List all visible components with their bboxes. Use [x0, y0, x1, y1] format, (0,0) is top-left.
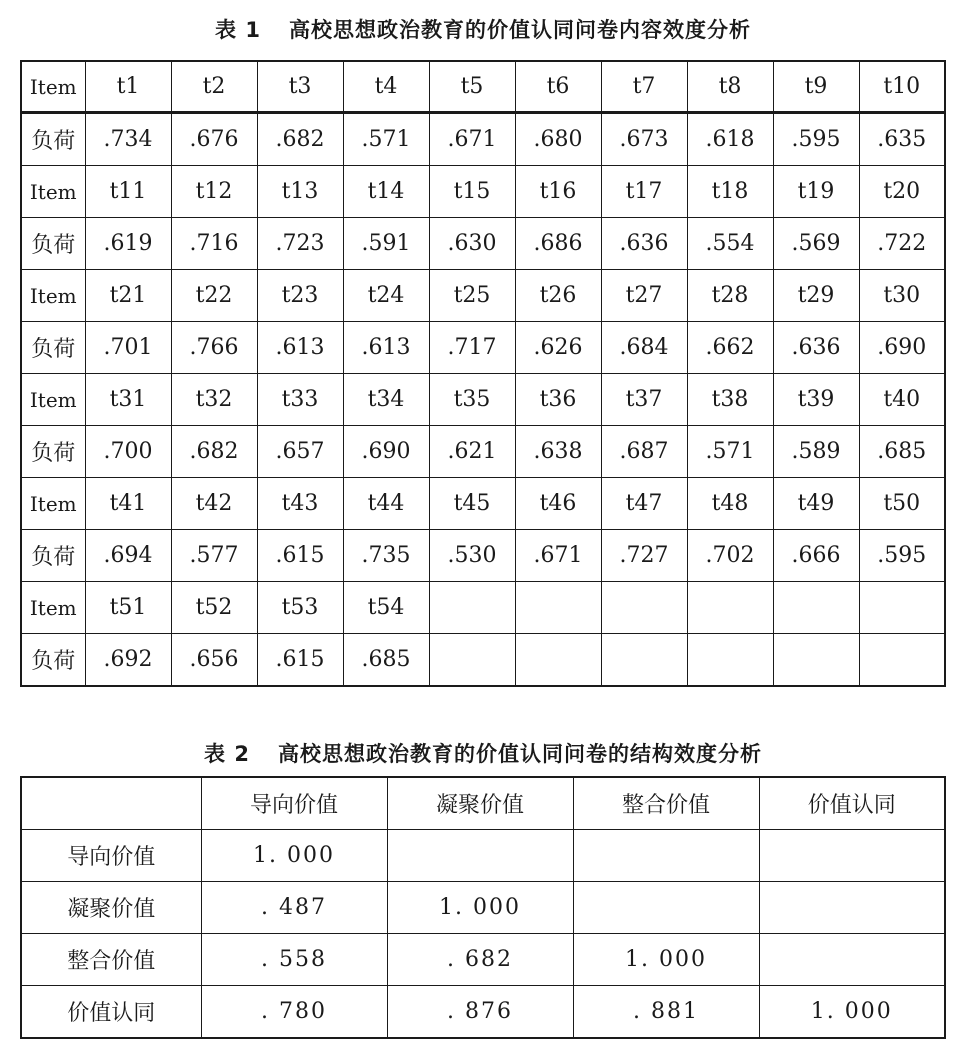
item-id-cell: t26	[515, 270, 601, 322]
correlation-cell	[573, 830, 759, 882]
item-id-cell: t3	[257, 61, 343, 113]
item-row	[21, 374, 945, 426]
item-id-cell: t2	[171, 61, 257, 113]
load-value-cell: .690	[859, 322, 945, 374]
item-id-cell: t49	[773, 478, 859, 530]
load-value-cell: .577	[171, 530, 257, 582]
item-id-cell: t23	[257, 270, 343, 322]
correlation-cell	[573, 882, 759, 934]
item-id-cell: t36	[515, 374, 601, 426]
load-value-cell: .684	[601, 322, 687, 374]
load-value-cell: .619	[85, 218, 171, 270]
load-value-cell: .685	[859, 426, 945, 478]
item-row-label: Item	[21, 61, 85, 113]
correlation-cell: 1. 000	[201, 830, 387, 882]
item-id-cell: t25	[429, 270, 515, 322]
item-id-cell	[773, 582, 859, 634]
item-row	[21, 270, 945, 322]
load-value-cell: .727	[601, 530, 687, 582]
load-value-cell: .636	[601, 218, 687, 270]
load-value-cell: .615	[257, 634, 343, 687]
load-value-cell: .613	[257, 322, 343, 374]
load-value-cell	[859, 634, 945, 687]
load-value-cell: .530	[429, 530, 515, 582]
correlation-cell: 1. 000	[759, 986, 945, 1039]
load-value-cell: .734	[85, 113, 171, 166]
load-row-label: 负荷	[21, 218, 85, 270]
table2-row	[21, 830, 945, 882]
table1-caption	[0, 14, 966, 44]
load-value-cell: .662	[687, 322, 773, 374]
item-id-cell: t29	[773, 270, 859, 322]
load-value-cell: .723	[257, 218, 343, 270]
item-row	[21, 582, 945, 634]
item-id-cell: t14	[343, 166, 429, 218]
item-id-cell	[687, 582, 773, 634]
load-value-cell: .554	[687, 218, 773, 270]
item-id-cell: t18	[687, 166, 773, 218]
load-row	[21, 218, 945, 270]
item-id-cell: t40	[859, 374, 945, 426]
table2-row	[21, 986, 945, 1039]
item-id-cell: t47	[601, 478, 687, 530]
table2-row-header: 整合价值	[21, 934, 201, 986]
load-value-cell: .680	[515, 113, 601, 166]
item-id-cell: t19	[773, 166, 859, 218]
load-row-label: 负荷	[21, 530, 85, 582]
item-id-cell: t31	[85, 374, 171, 426]
table2-row-header: 凝聚价值	[21, 882, 201, 934]
load-value-cell	[773, 634, 859, 687]
item-id-cell: t7	[601, 61, 687, 113]
correlation-cell: . 487	[201, 882, 387, 934]
item-id-cell: t52	[171, 582, 257, 634]
load-value-cell: .638	[515, 426, 601, 478]
item-id-cell	[429, 582, 515, 634]
structure-validity-table	[20, 776, 946, 1039]
item-id-cell: t37	[601, 374, 687, 426]
table2-row	[21, 934, 945, 986]
load-value-cell: .682	[171, 426, 257, 478]
item-id-cell: t33	[257, 374, 343, 426]
item-id-cell: t46	[515, 478, 601, 530]
load-value-cell: .673	[601, 113, 687, 166]
load-value-cell: .716	[171, 218, 257, 270]
correlation-cell: . 876	[387, 986, 573, 1039]
item-id-cell: t44	[343, 478, 429, 530]
load-row	[21, 113, 945, 166]
load-value-cell	[601, 634, 687, 687]
table2-row-header: 导向价值	[21, 830, 201, 882]
load-value-cell: .595	[773, 113, 859, 166]
item-id-cell: t42	[171, 478, 257, 530]
load-value-cell: .701	[85, 322, 171, 374]
item-id-cell: t6	[515, 61, 601, 113]
load-value-cell: .656	[171, 634, 257, 687]
load-value-cell: .676	[171, 113, 257, 166]
load-value-cell: .626	[515, 322, 601, 374]
load-value-cell: .615	[257, 530, 343, 582]
load-row	[21, 530, 945, 582]
item-row-label: Item	[21, 478, 85, 530]
correlation-cell: . 780	[201, 986, 387, 1039]
item-id-cell: t10	[859, 61, 945, 113]
item-id-cell: t9	[773, 61, 859, 113]
correlation-cell	[387, 830, 573, 882]
table2-column-header: 整合价值	[573, 777, 759, 830]
load-row	[21, 426, 945, 478]
load-value-cell: .687	[601, 426, 687, 478]
item-row-label: Item	[21, 166, 85, 218]
item-id-cell: t11	[85, 166, 171, 218]
load-value-cell: .685	[343, 634, 429, 687]
item-id-cell: t50	[859, 478, 945, 530]
item-id-cell: t24	[343, 270, 429, 322]
item-id-cell: t17	[601, 166, 687, 218]
load-value-cell: .682	[257, 113, 343, 166]
table2-column-header: 凝聚价值	[387, 777, 573, 830]
item-id-cell: t8	[687, 61, 773, 113]
load-value-cell	[429, 634, 515, 687]
table2-corner-cell	[21, 777, 201, 830]
load-value-cell: .571	[687, 426, 773, 478]
load-value-cell: .694	[85, 530, 171, 582]
load-value-cell	[515, 634, 601, 687]
correlation-cell: . 682	[387, 934, 573, 986]
load-value-cell	[687, 634, 773, 687]
load-value-cell: .717	[429, 322, 515, 374]
item-id-cell: t38	[687, 374, 773, 426]
item-id-cell: t5	[429, 61, 515, 113]
load-value-cell: .618	[687, 113, 773, 166]
load-value-cell: .671	[515, 530, 601, 582]
item-id-cell: t34	[343, 374, 429, 426]
load-value-cell: .621	[429, 426, 515, 478]
load-row	[21, 322, 945, 374]
table2-row	[21, 882, 945, 934]
load-value-cell: .595	[859, 530, 945, 582]
item-id-cell: t48	[687, 478, 773, 530]
item-id-cell: t20	[859, 166, 945, 218]
load-row	[21, 634, 945, 687]
table2-column-header: 价值认同	[759, 777, 945, 830]
item-id-cell: t45	[429, 478, 515, 530]
load-row-label: 负荷	[21, 634, 85, 687]
load-row-label: 负荷	[21, 322, 85, 374]
table2-header-row	[21, 777, 945, 830]
load-value-cell: .766	[171, 322, 257, 374]
item-row-label: Item	[21, 374, 85, 426]
load-value-cell: .635	[859, 113, 945, 166]
correlation-cell: . 558	[201, 934, 387, 986]
correlation-cell	[759, 882, 945, 934]
load-value-cell: .589	[773, 426, 859, 478]
item-id-cell: t51	[85, 582, 171, 634]
load-value-cell: .569	[773, 218, 859, 270]
load-value-cell: .671	[429, 113, 515, 166]
load-value-cell: .591	[343, 218, 429, 270]
item-id-cell: t21	[85, 270, 171, 322]
load-value-cell: .613	[343, 322, 429, 374]
item-id-cell: t54	[343, 582, 429, 634]
item-id-cell	[515, 582, 601, 634]
item-id-cell: t32	[171, 374, 257, 426]
load-value-cell: .630	[429, 218, 515, 270]
item-row-label: Item	[21, 270, 85, 322]
item-id-cell: t30	[859, 270, 945, 322]
item-row	[21, 166, 945, 218]
item-id-cell: t35	[429, 374, 515, 426]
load-value-cell: .702	[687, 530, 773, 582]
item-id-cell: t15	[429, 166, 515, 218]
table1-caption-number: 表 1	[215, 18, 261, 42]
load-value-cell: .636	[773, 322, 859, 374]
item-id-cell: t4	[343, 61, 429, 113]
item-id-cell: t16	[515, 166, 601, 218]
table2-caption-number: 表 2	[204, 742, 250, 766]
table2-row-header: 价值认同	[21, 986, 201, 1039]
correlation-cell	[759, 830, 945, 882]
item-id-cell: t39	[773, 374, 859, 426]
load-row-label: 负荷	[21, 113, 85, 166]
load-value-cell: .686	[515, 218, 601, 270]
item-row-label: Item	[21, 582, 85, 634]
item-id-cell: t12	[171, 166, 257, 218]
item-id-cell: t41	[85, 478, 171, 530]
item-id-cell: t53	[257, 582, 343, 634]
table1-caption-title: 高校思想政治教育的价值认同问卷内容效度分析	[288, 18, 751, 42]
load-value-cell: .657	[257, 426, 343, 478]
item-id-cell	[601, 582, 687, 634]
load-value-cell: .722	[859, 218, 945, 270]
table2-caption-title: 高校思想政治教育的价值认同问卷的结构效度分析	[277, 742, 762, 766]
load-value-cell: .666	[773, 530, 859, 582]
load-value-cell: .692	[85, 634, 171, 687]
item-id-cell: t28	[687, 270, 773, 322]
item-id-cell: t1	[85, 61, 171, 113]
item-id-cell: t13	[257, 166, 343, 218]
content-validity-table	[20, 60, 946, 687]
load-value-cell: .735	[343, 530, 429, 582]
item-row	[21, 478, 945, 530]
item-id-cell	[859, 582, 945, 634]
correlation-cell: 1. 000	[573, 934, 759, 986]
item-id-cell: t27	[601, 270, 687, 322]
table2-column-header: 导向价值	[201, 777, 387, 830]
load-row-label: 负荷	[21, 426, 85, 478]
table2-caption	[0, 738, 966, 768]
correlation-cell: 1. 000	[387, 882, 573, 934]
correlation-cell: . 881	[573, 986, 759, 1039]
load-value-cell: .571	[343, 113, 429, 166]
item-id-cell: t43	[257, 478, 343, 530]
load-value-cell: .700	[85, 426, 171, 478]
item-row	[21, 61, 945, 113]
load-value-cell: .690	[343, 426, 429, 478]
item-id-cell: t22	[171, 270, 257, 322]
correlation-cell	[759, 934, 945, 986]
